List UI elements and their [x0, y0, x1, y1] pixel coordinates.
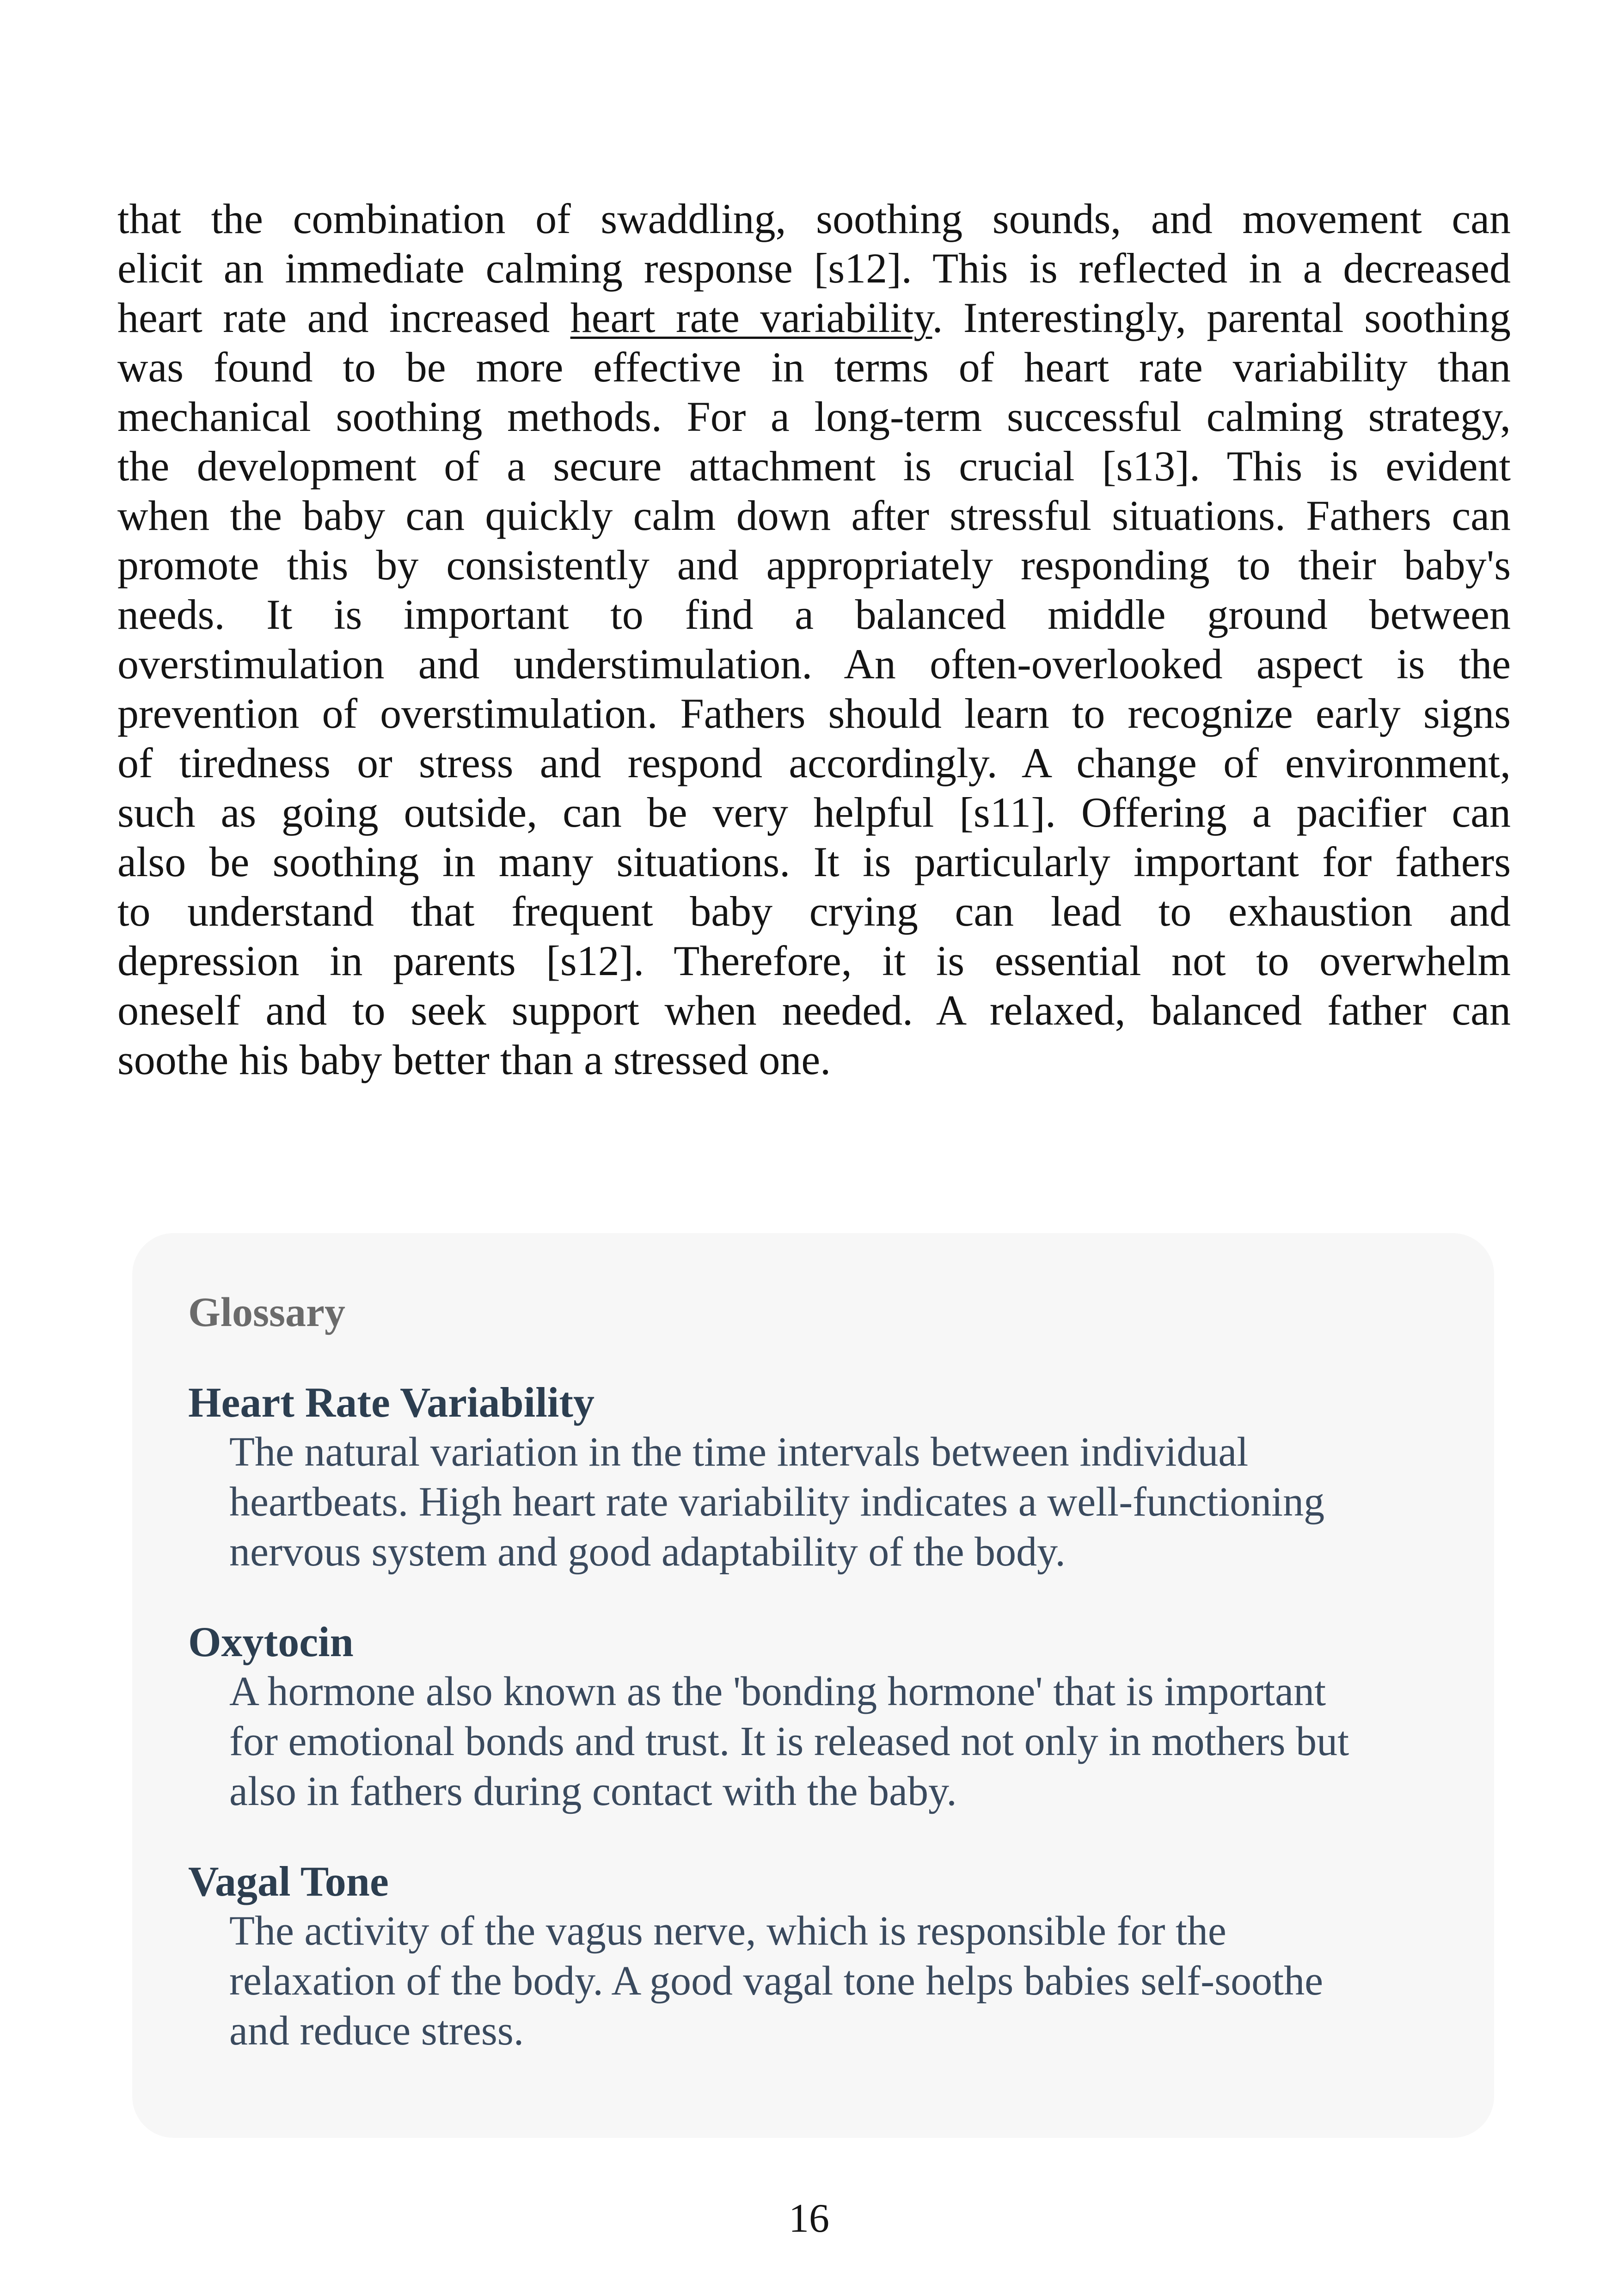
body-line: also be soothing in many situations. It is particularly important for fathers: [117, 838, 1511, 885]
page-number: 16: [789, 2196, 829, 2241]
glossary-entry: [188, 1617, 1494, 1817]
glossary-entry: [188, 1856, 1494, 2056]
glossary-definition-line: for emotional bonds and trust. It is released not only in mothers but: [229, 1719, 1349, 1764]
body-line: was found to be more effective in terms of heart rate variability than: [117, 344, 1511, 391]
body-line-text: . Interestingly, parental soothing: [932, 294, 1511, 341]
body-line: overstimulation and understimulation. An often-overlooked aspect is the: [117, 640, 1511, 688]
body-line: needs. It is important to find a balanced middle ground between: [117, 591, 1511, 638]
body-line: elicit an immediate calming response [s12]. This is reflected in a decreased: [117, 245, 1511, 292]
glossary-definition-line: heartbeats. High heart rate variability indicates a well-functioning: [229, 1479, 1325, 1525]
body-line: prevention of overstimulation. Fathers should learn to recognize early signs: [117, 690, 1511, 737]
glossary-box: [132, 1233, 1494, 2138]
glossary-term-link[interactable]: heart rate variability: [570, 294, 932, 341]
body-line: the development of a secure attachment is crucial [s13]. This is evident: [117, 442, 1511, 490]
glossary-term: Oxytocin: [188, 1618, 354, 1665]
body-line: mechanical soothing methods. For a long-term successful calming strategy,: [117, 393, 1511, 440]
glossary-definition-line: also in fathers during contact with the baby.: [229, 1768, 957, 1814]
glossary-definition-line: The activity of the vagus nerve, which is responsible for the: [229, 1908, 1226, 1954]
glossary-definition-line: nervous system and good adaptability of the body.: [229, 1529, 1066, 1575]
body-paragraph: [117, 194, 1511, 1085]
body-line: to understand that frequent baby crying can lead to exhaustion and: [117, 888, 1511, 935]
body-line: oneself and to seek support when needed. A relaxed, balanced father can: [117, 987, 1511, 1034]
body-line: of tiredness or stress and respond accordingly. A change of environment,: [117, 739, 1511, 786]
body-line: soothe his baby better than a stressed one.: [117, 1036, 831, 1083]
body-line-text: heart rate and increased: [117, 294, 570, 341]
glossary-title: Glossary: [188, 1289, 346, 1335]
body-line: [117, 293, 1511, 343]
glossary-term: Heart Rate Variability: [188, 1379, 594, 1426]
glossary-definition-line: and reduce stress.: [229, 2008, 524, 2054]
glossary-term: Vagal Tone: [188, 1858, 389, 1905]
body-line: promote this by consistently and appropriately responding to their baby's: [117, 541, 1511, 589]
glossary-entry: [188, 1377, 1494, 1577]
glossary-definition-line: The natural variation in the time intervals between individual: [229, 1429, 1249, 1475]
body-line: when the baby can quickly calm down after stressful situations. Fathers can: [117, 492, 1511, 539]
glossary-definition-line: A hormone also known as the 'bonding hormone' that is important: [229, 1669, 1326, 1714]
body-line: such as going outside, can be very helpful [s11]. Offering a pacifier can: [117, 789, 1511, 836]
body-line: depression in parents [s12]. Therefore, it is essential not to overwhelm: [117, 937, 1511, 984]
glossary-definition-line: relaxation of the body. A good vagal tone helps babies self-soothe: [229, 1958, 1324, 2004]
body-line: that the combination of swaddling, soothing sounds, and movement can: [117, 195, 1511, 242]
